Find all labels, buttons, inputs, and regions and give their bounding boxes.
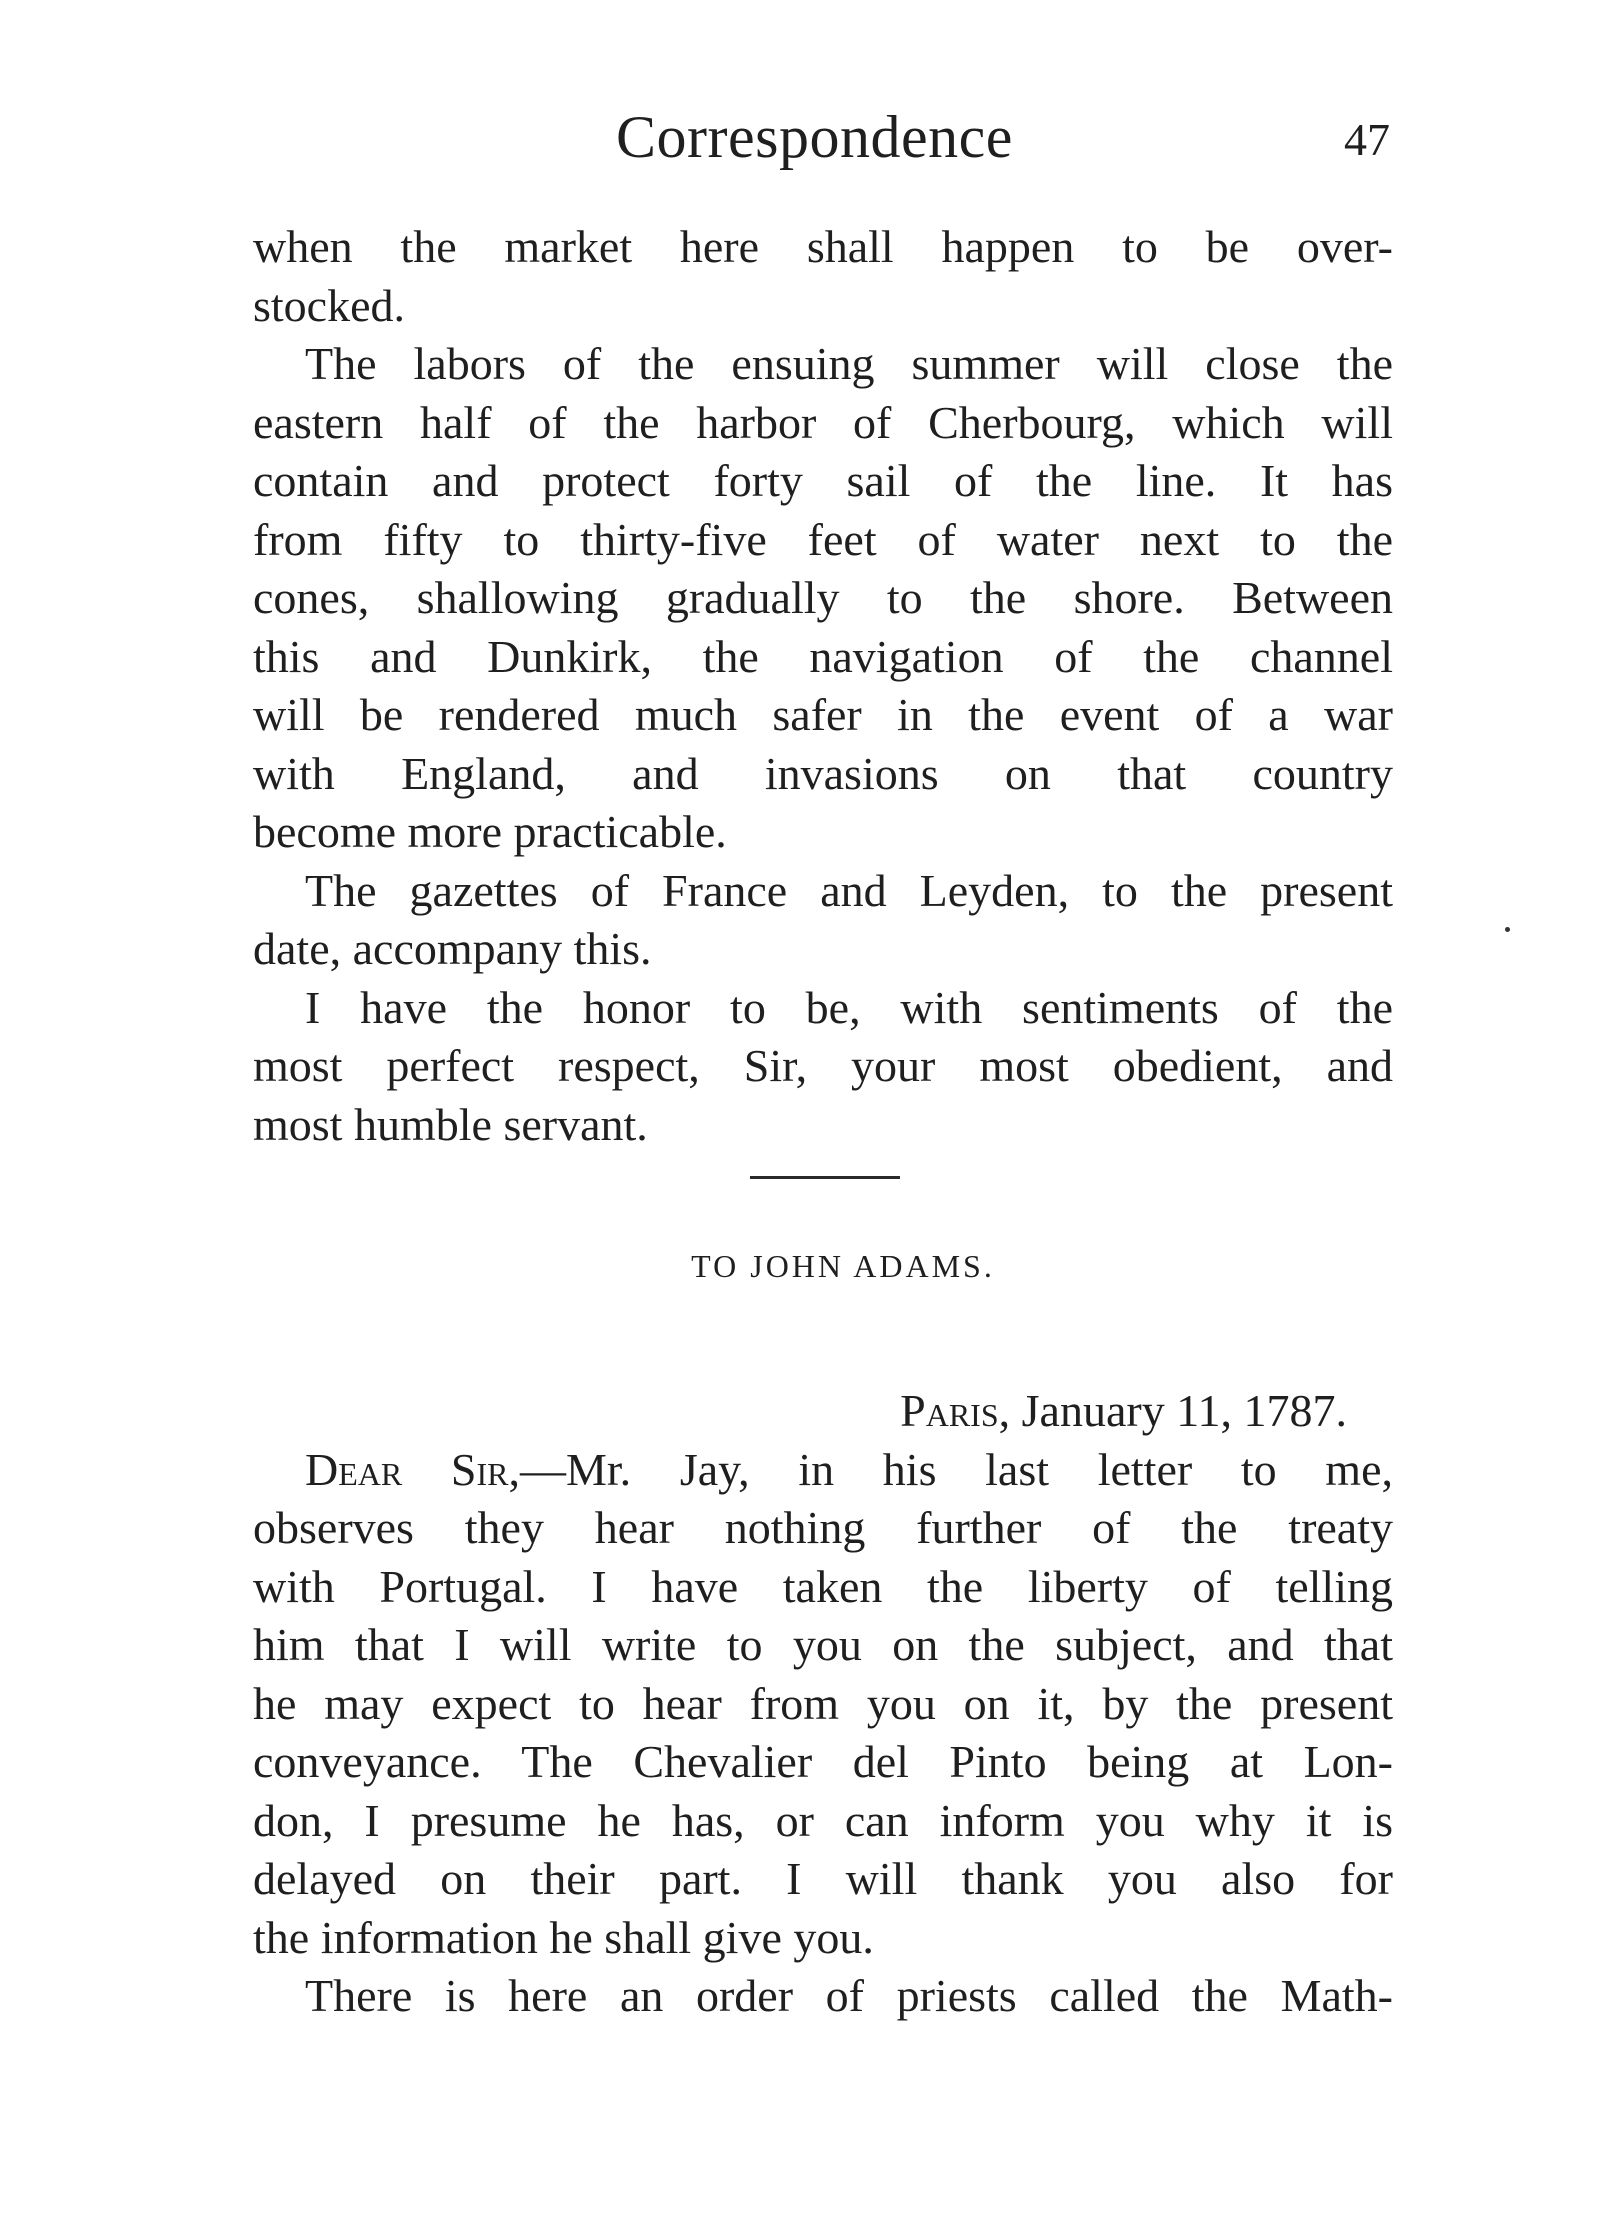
text-line: eastern half of the harbor of Cherbourg, which will (253, 396, 1393, 448)
letter-heading: TO JOHN ADAMS. (691, 1248, 995, 1284)
dateline-place: Paris (900, 1385, 999, 1436)
salutation-line-text: ,—Mr. Jay, in his last letter to me, (508, 1443, 1393, 1495)
running-title: Correspondence (616, 104, 1013, 170)
text-line: when the market here shall happen to be over- (253, 221, 1393, 272)
dateline-date: , January 11, 1787. (998, 1385, 1347, 1436)
text-line: the information he shall give you. (253, 1911, 874, 1963)
dateline (253, 1382, 1393, 1441)
closing-line: most humble servant. (253, 1098, 648, 1150)
text-line: him that I will write to you on the subject, and that (253, 1619, 1393, 1670)
text-line: date, accompany this. (253, 923, 652, 974)
letter-continuation (253, 218, 1393, 1154)
text-line: most perfect respect, Sir, your most obedient, and (253, 1040, 1393, 1091)
paragraph-start-line: There is here an order of priests called the Math- (305, 1970, 1393, 2021)
text-line: become more practicable. (253, 806, 727, 857)
text-line: cones, shallowing gradually to the shore. Between (253, 572, 1393, 623)
text-line: he may expect to hear from you on it, by the present (253, 1677, 1393, 1729)
text-line: this and Dunkirk, the navigation of the channel (253, 630, 1393, 682)
ink-speck (1505, 927, 1510, 932)
salutation-line (253, 1441, 1393, 1500)
text-line: stocked. (253, 279, 406, 331)
text-line: contain and protect forty sail of the line. It has (253, 455, 1393, 506)
text-line: conveyance. The Chevalier del Pinto being at Lon- (253, 1736, 1393, 1787)
text-line: delayed on their part. I will thank you also for (253, 1853, 1393, 1904)
text-line: from fifty to thirty-five feet of water next to the (253, 513, 1393, 565)
text-line: observes they hear nothing further of the treaty (253, 1502, 1393, 1553)
section-divider (750, 1176, 900, 1179)
paragraph-start-line: The labors of the ensuing summer will close the (305, 338, 1393, 389)
text-line: with Portugal. I have taken the liberty of telling (253, 1560, 1393, 1612)
text-line: with England, and invasions on that country (253, 747, 1393, 799)
text-line: will be rendered much safer in the event of a war (253, 689, 1393, 740)
page-number: 47 (1344, 114, 1390, 165)
paragraph-start-line: I have the honor to be, with sentiments of the (305, 981, 1393, 1033)
text-line: don, I presume he has, or can inform you why it is (253, 1794, 1393, 1846)
salutation: Dear Sir (305, 1443, 509, 1495)
paragraph-start-line: The gazettes of France and Leyden, to the present (305, 864, 1393, 916)
next-letter (253, 1382, 1393, 2026)
